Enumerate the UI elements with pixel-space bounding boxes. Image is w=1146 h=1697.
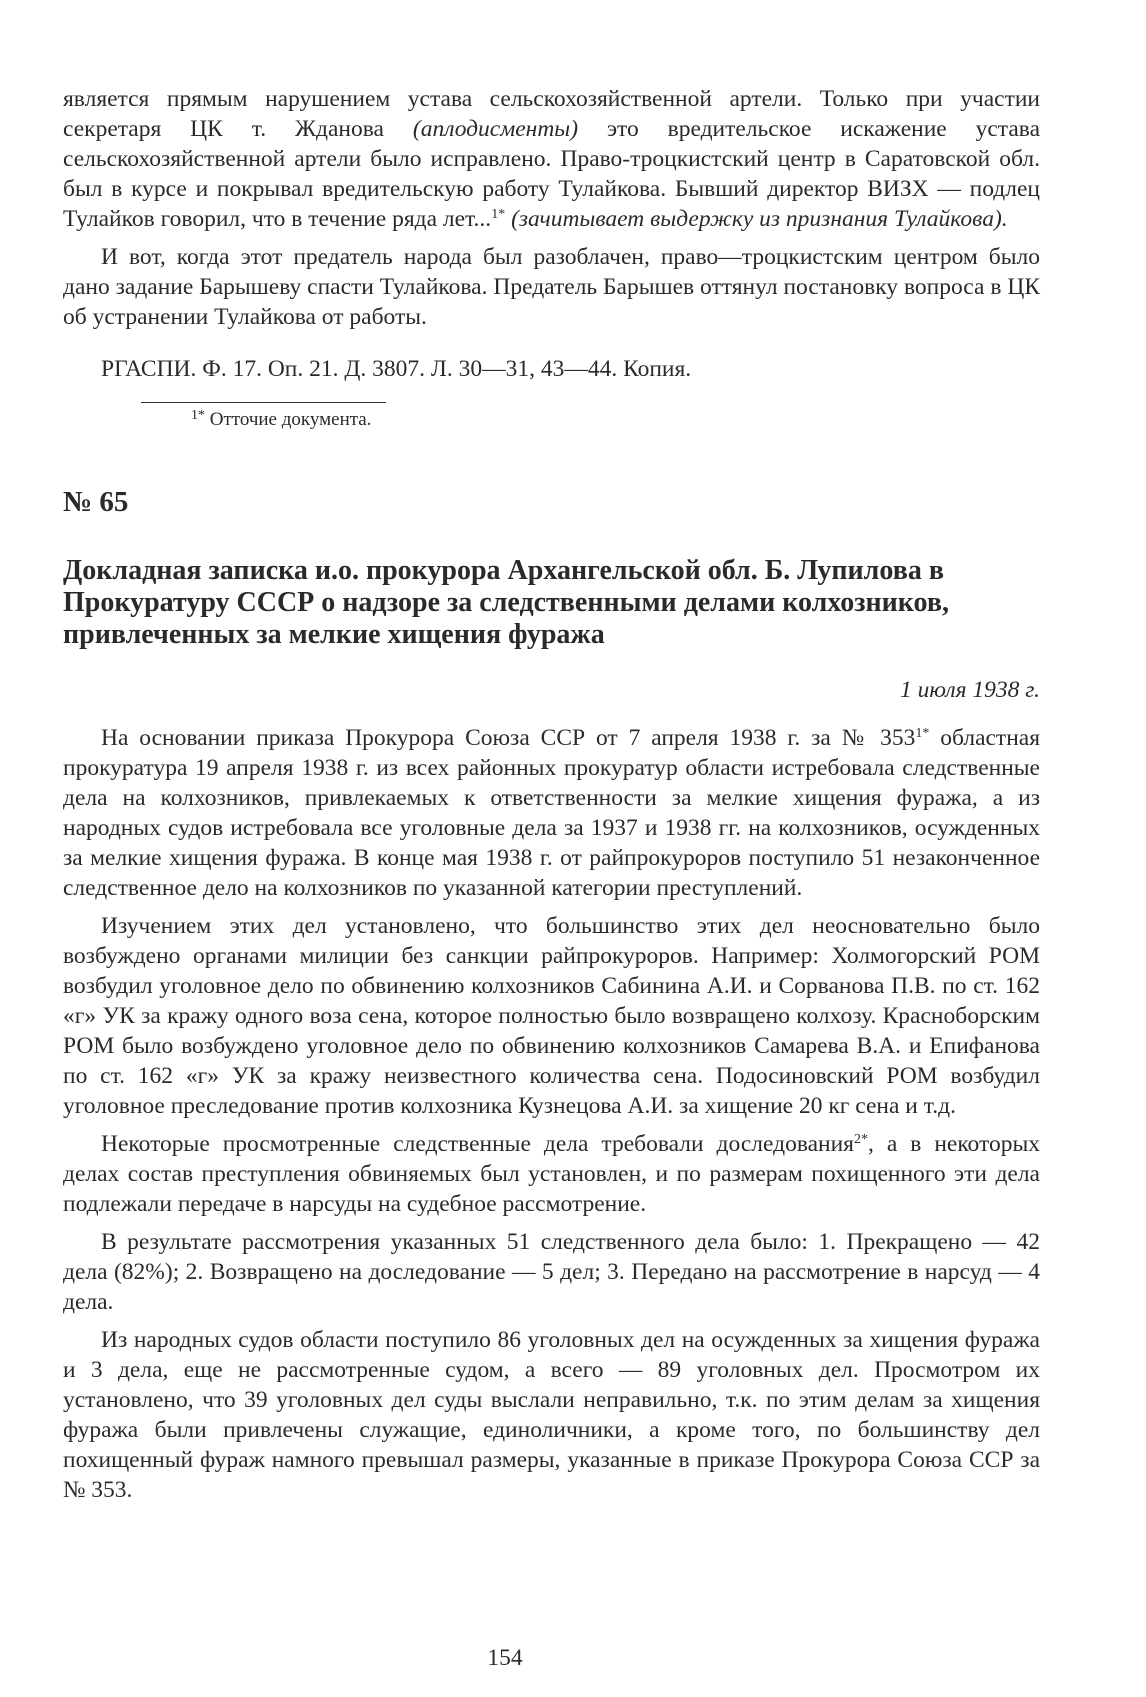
document-page [63,84,1040,1505]
italic-run: (аплодисменты) [412,116,579,142]
footnote-text: Отточие документа. [209,409,372,430]
footnote [191,407,1040,433]
continuation-paragraph-2: И вот, когда этот предатель народа был разоблачен, право—троцкистским центром было дано задание Барышеву спасти Тулайкова. Предатель Барышев оттянул постановку вопроса в ЦК об устранении Тулайкова от работы. [63,244,1040,330]
footnote-reference: 1* [491,207,506,222]
footnote-divider [141,402,386,403]
body-paragraph [63,911,1040,1121]
text-run: является прямым нарушением устава сельскохозяйственной артели. Только при участии секретаря ЦК т. Жданова [63,86,1040,142]
document-date: 1 июля 1938 г. [899,677,1040,703]
footnote-reference: 1* [915,726,930,741]
document-number: № 65 [63,486,129,518]
text-run: Некоторые просмотренные следственные дела требовали доследования [101,1131,854,1157]
text-run: это вредительское искажение устава сельскохозяйственной артели было исправлено. Право-троцкистский центр в Саратовской обл. был в курсе и покрывал вредительскую работу Тулайкова. Бывший директор ВИЗХ — подлец Тулайков говорил, что в течение ряда лет... [63,116,1040,232]
body-paragraph [63,1325,1040,1505]
footnote-marker: 1* [191,408,205,423]
text-run: Из народных судов области поступило 86 уголовных дел на осужденных за хищения фуража и 3 дела, еще не рассмотренные судом, а всего — 89 уголовных дел. Просмотром их установлено, что 39 уголовных дел суды выслали неправильно, т.к. по этим делам за хищения фуража были привлечены служащие, единоличники, а кроме того, по большинству дел похищенный фураж намного превышал размеры, указанные в приказе Прокурора Союза ССР за № 353. [63,1327,1040,1503]
text-run: Изучением этих дел установлено, что большинство этих дел неосновательно было возбуждено органами милиции без санкции райпрокуроров. Например: Холмогорский РОМ возбудил уголовное дело по обвинению колхозников Сабинина А.И. и Сорванова П.В. по ст. 162 «г» УК за кражу одного воза сена, которое полностью было возвращено колхозу. Красноборским РОМ было возбуждено уголовное дело по обвинению колхозников Самарева В.А. и Епифанова по ст. 162 «г» УК за кражу неизвестного количества сена. Подосиновский РОМ возбудил уголовное преследование против колхозника Кузнецова А.И. за хищение 20 кг сена и т.д. [63,913,1040,1119]
body-paragraph [63,723,1040,903]
document-title: Докладная записка и.о. прокурора Архангельской обл. Б. Лупилова в Прокуратуру СССР о надзоре за следственными делами колхозников, привлеченных за мелкие хищения фуража [63,555,949,650]
body-paragraph [63,1227,1040,1317]
text-run: В результате рассмотрения указанных 51 следственного дела было: 1. Прекращено — 42 дела (82%); 2. Возвращено на доследование — 5 дел; 3. Передано на рассмотрение в нарсуд — 4 дела. [63,1229,1040,1315]
footnote-reference: 2* [854,1132,868,1147]
page-number: 154 [487,1645,523,1671]
italic-run: (зачитывает выдержку из признания Тулайкова). [505,206,1008,232]
archive-reference: РГАСПИ. Ф. 17. Оп. 21. Д. 3807. Л. 30—31, 43—44. Копия. [101,356,692,382]
document-body [63,723,1040,1505]
body-paragraph [63,1129,1040,1219]
text-run: областная прокуратура 19 апреля 1938 г. из всех районных прокуратур области истребовала следственные дела на колхозников, привлекаемых к ответственности за мелкие хищения фуража, а из народных судов истребовала все уголовные дела за 1937 и 1938 гг. на колхозников, осужденных за мелкие хищения фуража. В конце мая 1938 г. от райпрокуроров поступило 51 незаконченное следственное дело на колхозников по указанной категории преступлений. [63,725,1041,901]
text-run: На основании приказа Прокурора Союза ССР от 7 апреля 1938 г. за № 353 [101,725,916,751]
text-run: , а в некоторых делах состав преступления обвиняемых был установлен, и по размерам похищенного эти дела подлежали передаче в нарсуды на судебное рассмотрение. [63,1131,1040,1217]
continuation-paragraph-1 [63,84,1040,234]
